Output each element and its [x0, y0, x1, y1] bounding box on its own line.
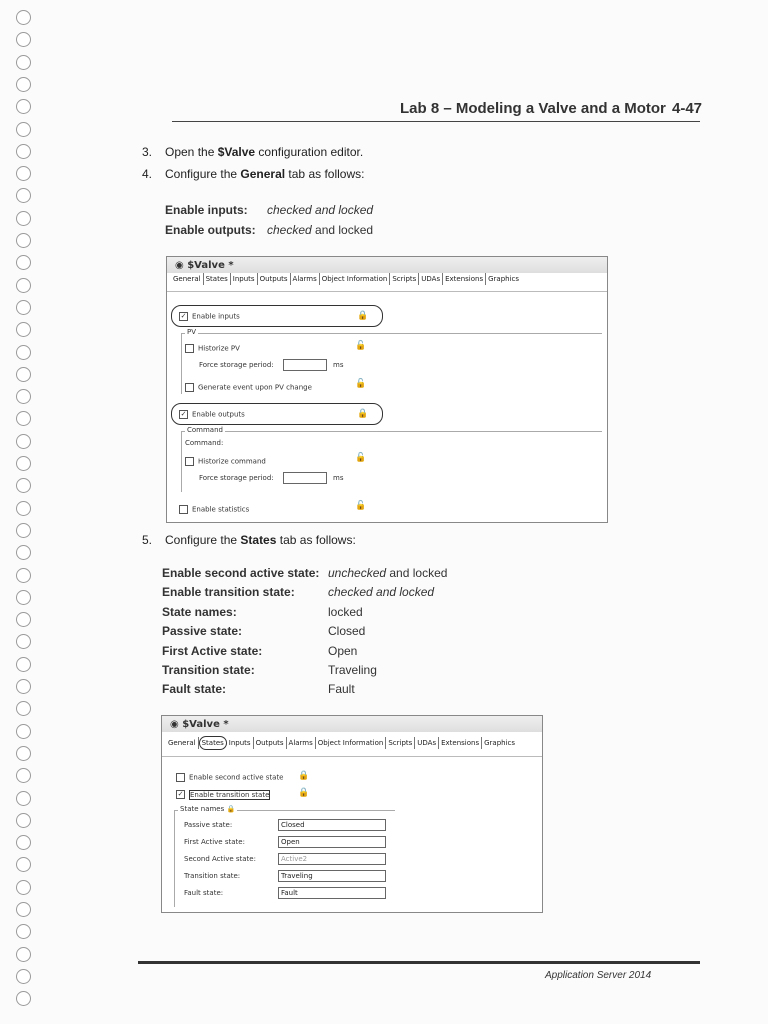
step-text: Configure the States tab as follows: — [165, 533, 356, 547]
states-setting-row: First Active state: Open — [162, 643, 358, 658]
object-icon: ◉ — [175, 260, 184, 271]
binder-hole — [16, 55, 31, 70]
binder-hole — [16, 813, 31, 828]
binder-hole — [16, 991, 31, 1006]
generate-event-checkbox[interactable]: Generate event upon PV change — [185, 383, 312, 392]
window-title: ◉ $Valve * — [175, 260, 234, 271]
unlock-icon[interactable]: 🔓 — [355, 341, 367, 351]
tab-alarms[interactable]: Alarms — [291, 273, 320, 285]
states-setting-row: Enable transition state: checked and locked — [162, 585, 435, 600]
tab-scripts[interactable]: Scripts — [390, 273, 419, 285]
tab-general[interactable]: General — [166, 737, 199, 749]
binder-hole — [16, 233, 31, 248]
tab-strip — [171, 273, 603, 289]
tab-strip — [166, 736, 538, 752]
header-rule — [172, 121, 700, 122]
binder-hole — [16, 188, 31, 203]
window-title: ◉ $Valve * — [170, 719, 229, 730]
state-row-input[interactable]: Fault — [278, 887, 386, 899]
binder-hole — [16, 947, 31, 962]
state-row-label: Second Active state: — [184, 855, 256, 863]
unlock-icon[interactable]: 🔓 — [355, 453, 367, 463]
tab-inputs[interactable]: Inputs — [231, 273, 258, 285]
binder-hole — [16, 791, 31, 806]
tab-alarms[interactable]: Alarms — [287, 737, 316, 749]
states-setting-row: Enable second active state: unchecked and locked — [162, 566, 448, 580]
setting-enable-outputs: Enable outputs: checked and locked — [165, 223, 374, 237]
historize-command-checkbox[interactable]: Historize command — [185, 457, 266, 466]
states-setting-row: Transition state: Traveling — [162, 663, 377, 677]
states-setting-row: Fault state: Fault — [162, 682, 355, 697]
binder-hole — [16, 122, 31, 137]
binder-hole — [16, 679, 31, 694]
step-text: Open the $Valve configuration editor. — [165, 145, 364, 159]
state-row-input[interactable]: Open — [278, 836, 386, 848]
tab-states[interactable]: States — [199, 736, 227, 750]
unlock-icon[interactable]: 🔓 — [355, 379, 367, 389]
binder-hole — [16, 411, 31, 426]
lock-icon[interactable]: 🔒 — [357, 311, 369, 321]
page-number: 4-47 — [672, 100, 703, 117]
tab-graphics[interactable]: Graphics — [488, 275, 520, 283]
states-setting-row: Passive state: Closed — [162, 624, 366, 639]
step-number: 4. — [142, 167, 153, 181]
tab-states[interactable]: States — [204, 273, 231, 285]
binder-hole — [16, 211, 31, 226]
binder-hole — [16, 568, 31, 583]
binder-hole — [16, 99, 31, 114]
second-active-checkbox[interactable]: Enable second active state — [176, 773, 284, 782]
binder-hole — [16, 857, 31, 872]
binder-hole — [16, 166, 31, 181]
force-storage-input[interactable] — [283, 472, 327, 484]
lock-icon: 🔒 — [226, 805, 236, 813]
enable-outputs-checkbox[interactable]: ✓ Enable outputs — [180, 410, 245, 419]
binder-hole — [16, 746, 31, 761]
force-storage-label: Force storage period: — [199, 474, 274, 482]
binder-hole — [16, 590, 31, 605]
object-icon: ◉ — [170, 719, 179, 730]
binder-hole — [16, 10, 31, 25]
tab-inputs[interactable]: Inputs — [227, 737, 254, 749]
tab-outputs[interactable]: Outputs — [254, 737, 287, 749]
general-config-window — [166, 256, 608, 523]
step-4 — [142, 167, 542, 183]
binder-hole — [16, 835, 31, 850]
binder-hole — [16, 969, 31, 984]
binder-hole — [16, 144, 31, 159]
setting-enable-inputs: Enable inputs: checked and locked — [165, 203, 374, 217]
lock-icon[interactable]: 🔒 — [357, 409, 369, 419]
step-3 — [142, 145, 542, 161]
binder-hole — [16, 768, 31, 783]
binder-hole — [16, 434, 31, 449]
page-title: Lab 8 – Modeling a Valve and a Motor — [400, 100, 666, 117]
binder-hole — [16, 389, 31, 404]
states-config-window — [161, 715, 543, 913]
tab-object-information[interactable]: Object Information — [316, 737, 387, 749]
binder-hole — [16, 478, 31, 493]
footer-rule — [138, 961, 700, 964]
command-group-label: Command — [187, 426, 223, 434]
tab-extensions[interactable]: Extensions — [443, 273, 486, 285]
state-row-input[interactable]: Active2 — [278, 853, 386, 865]
state-names-label: State names 🔒 — [180, 805, 236, 813]
binder-hole — [16, 701, 31, 716]
binder-hole — [16, 724, 31, 739]
tab-udas[interactable]: UDAs — [415, 737, 439, 749]
state-row-label: Transition state: — [184, 872, 241, 880]
binder-hole — [16, 634, 31, 649]
unlock-icon[interactable]: 🔓 — [355, 501, 367, 511]
historize-pv-checkbox[interactable]: Historize PV — [185, 344, 240, 353]
tab-object-information[interactable]: Object Information — [320, 273, 391, 285]
transition-state-checkbox[interactable]: ✓ Enable transition state — [177, 790, 270, 799]
state-row-label: First Active state: — [184, 838, 245, 846]
binder-hole — [16, 657, 31, 672]
footer-text: Application Server 2014 — [545, 970, 652, 981]
binder-hole — [16, 456, 31, 471]
tab-extensions[interactable]: Extensions — [439, 737, 482, 749]
binder-hole — [16, 545, 31, 560]
lock-icon[interactable]: 🔒 — [298, 788, 310, 798]
binder-hole — [16, 322, 31, 337]
binder-hole — [16, 300, 31, 315]
binder-hole — [16, 880, 31, 895]
step-text: Configure the General tab as follows: — [165, 167, 365, 181]
tab-outputs[interactable]: Outputs — [258, 273, 291, 285]
binder-hole — [16, 523, 31, 538]
binder-hole — [16, 612, 31, 627]
enable-statistics-checkbox[interactable]: Enable statistics — [179, 505, 249, 514]
binder-hole — [16, 367, 31, 382]
force-storage-input[interactable] — [283, 359, 327, 371]
command-label: Command: — [185, 439, 224, 447]
step-5 — [142, 533, 542, 549]
force-storage-label: Force storage period: — [199, 361, 274, 369]
state-row-input[interactable]: Traveling — [278, 870, 386, 882]
step-number: 3. — [142, 145, 153, 159]
binder-hole — [16, 501, 31, 516]
state-row-label: Passive state: — [184, 821, 233, 829]
state-row-input[interactable]: Closed — [278, 819, 386, 831]
states-setting-row: State names: locked — [162, 604, 363, 619]
pv-group-label: PV — [187, 328, 197, 336]
lock-icon[interactable]: 🔒 — [298, 771, 310, 781]
binder-holes — [16, 10, 38, 1020]
tab-graphics[interactable]: Graphics — [484, 739, 516, 747]
binder-hole — [16, 77, 31, 92]
tab-general[interactable]: General — [171, 273, 204, 285]
tab-scripts[interactable]: Scripts — [386, 737, 415, 749]
binder-hole — [16, 255, 31, 270]
ms-label: ms — [333, 474, 344, 482]
step-number: 5. — [142, 533, 153, 547]
binder-hole — [16, 902, 31, 917]
binder-hole — [16, 32, 31, 47]
binder-hole — [16, 278, 31, 293]
ms-label: ms — [333, 361, 344, 369]
binder-hole — [16, 345, 31, 360]
enable-inputs-checkbox[interactable]: ✓ Enable inputs — [180, 312, 240, 321]
binder-hole — [16, 924, 31, 939]
tab-udas[interactable]: UDAs — [419, 273, 443, 285]
state-row-label: Fault state: — [184, 889, 224, 897]
